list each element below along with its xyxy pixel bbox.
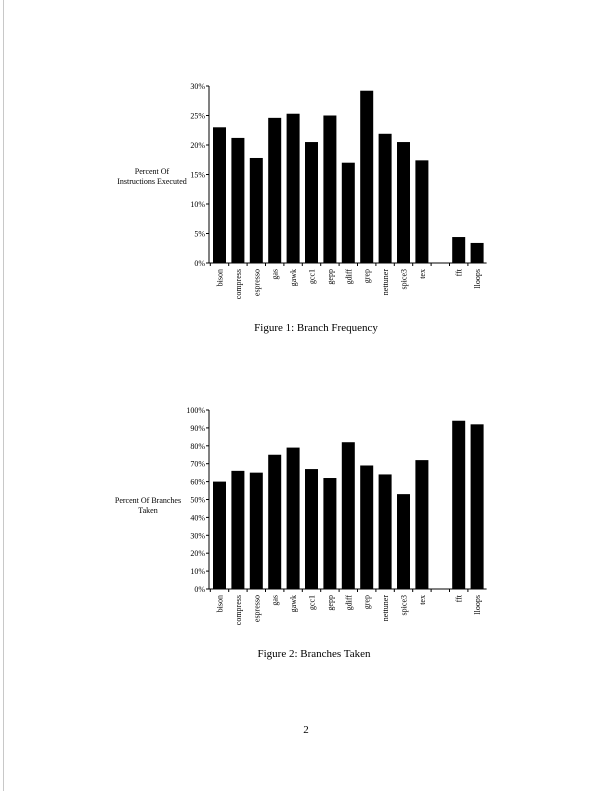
bar-bison xyxy=(213,482,226,589)
bar-espresso xyxy=(250,158,263,263)
x-category-label: gepp xyxy=(325,269,335,285)
x-category-label: espresso xyxy=(252,595,262,623)
y-axis-title: Percent Of Instructions Executed xyxy=(117,167,187,186)
bar-gcc1 xyxy=(305,142,318,263)
bar-fft xyxy=(452,421,465,589)
y-axis-title: Percent Of Branches Taken xyxy=(114,496,182,515)
branch-frequency-chart xyxy=(0,75,612,315)
bar-gas xyxy=(268,118,281,263)
x-category-label: espresso xyxy=(252,269,262,297)
y-tick-label: 30% xyxy=(190,531,205,541)
bar-lloops xyxy=(471,424,484,589)
x-category-label: fft xyxy=(454,269,464,277)
bar-nettuner xyxy=(379,474,392,589)
figure-1-caption: Figure 1: Branch Frequency xyxy=(254,322,378,334)
y-tick-label: 100% xyxy=(186,406,205,415)
x-category-label: tex xyxy=(417,595,427,605)
x-category-label: gcc1 xyxy=(307,595,317,611)
bar-compress xyxy=(231,471,244,589)
bar-nettuner xyxy=(379,134,392,263)
y-tick-label: 70% xyxy=(190,459,205,469)
bar-gawk xyxy=(287,114,300,263)
x-category-label: spice3 xyxy=(399,595,409,616)
bar-tex xyxy=(415,160,428,263)
x-category-label: nettuner xyxy=(381,595,391,622)
x-category-label: bison xyxy=(215,595,225,613)
x-category-label: lloops xyxy=(473,595,483,615)
bar-lloops xyxy=(471,243,484,263)
y-tick-label: 80% xyxy=(190,441,205,451)
y-tick-label: 20% xyxy=(190,141,205,150)
y-tick-label: 40% xyxy=(190,513,205,523)
x-category-label: spice3 xyxy=(399,269,409,290)
x-category-label: gdiff xyxy=(344,595,354,611)
x-category-label: grep xyxy=(362,269,372,284)
x-category-label: compress xyxy=(233,269,243,300)
bar-gas xyxy=(268,455,281,589)
x-category-label: nettuner xyxy=(381,269,391,296)
bar-grep xyxy=(360,91,373,263)
bar-gdiff xyxy=(342,442,355,589)
y-tick-label: 30% xyxy=(190,82,205,91)
bar-espresso xyxy=(250,473,263,589)
x-category-label: lloops xyxy=(473,269,483,289)
y-tick-label: 50% xyxy=(190,495,205,505)
bar-grep xyxy=(360,465,373,589)
bar-tex xyxy=(415,460,428,589)
y-tick-label: 15% xyxy=(190,170,205,180)
x-category-label: grep xyxy=(362,595,372,610)
bar-gepp xyxy=(323,478,336,589)
x-category-label: gas xyxy=(270,269,280,280)
bar-gepp xyxy=(323,116,336,264)
y-tick-label: 0% xyxy=(194,585,205,594)
x-category-label: gepp xyxy=(325,595,335,611)
x-category-label: gdiff xyxy=(344,269,354,285)
bar-spice3 xyxy=(397,142,410,263)
x-category-label: tex xyxy=(417,269,427,279)
x-category-label: bison xyxy=(215,269,225,287)
bar-fft xyxy=(452,237,465,263)
bar-compress xyxy=(231,138,244,263)
x-category-label: gcc1 xyxy=(307,269,317,285)
y-tick-label: 90% xyxy=(190,423,205,433)
bar-bison xyxy=(213,127,226,263)
x-category-label: gas xyxy=(270,595,280,606)
bar-gcc1 xyxy=(305,469,318,589)
bar-gdiff xyxy=(342,163,355,263)
branches-taken-chart xyxy=(0,400,612,640)
y-tick-label: 10% xyxy=(190,567,205,577)
y-tick-label: 25% xyxy=(190,111,205,121)
x-category-label: fft xyxy=(454,595,464,603)
figure-2-caption: Figure 2: Branches Taken xyxy=(257,648,371,660)
x-category-label: gawk xyxy=(289,595,299,613)
y-tick-label: 0% xyxy=(194,259,205,268)
x-category-label: compress xyxy=(233,595,243,626)
y-tick-label: 10% xyxy=(190,200,205,209)
y-tick-label: 20% xyxy=(190,549,205,559)
bar-spice3 xyxy=(397,494,410,589)
bar-gawk xyxy=(287,448,300,589)
y-tick-label: 5% xyxy=(194,229,205,239)
page-number: 2 xyxy=(303,724,309,736)
x-category-label: gawk xyxy=(289,269,299,287)
y-tick-label: 60% xyxy=(190,477,205,487)
